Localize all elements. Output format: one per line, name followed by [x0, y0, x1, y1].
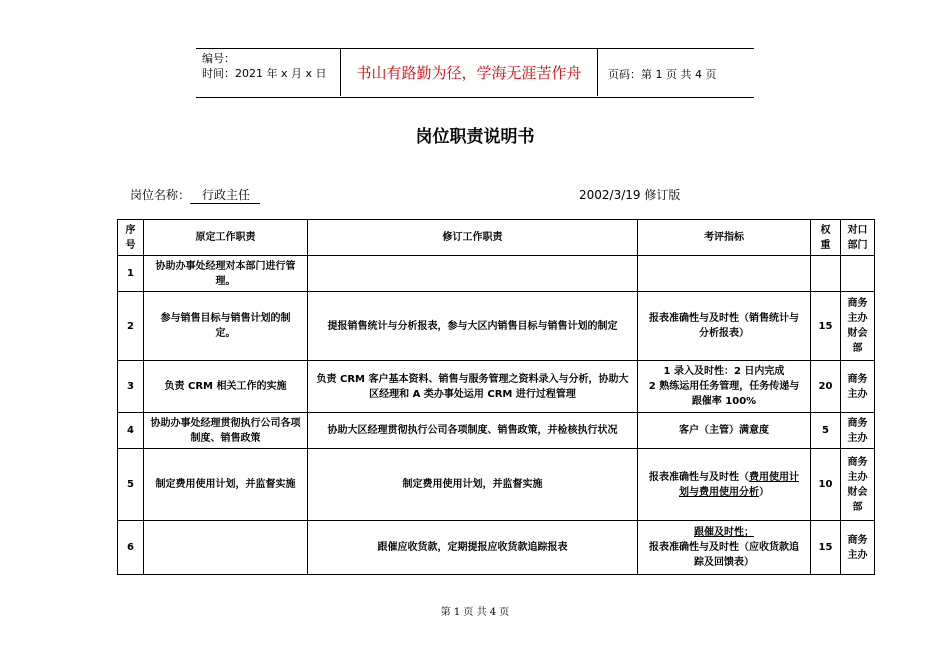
- row-dept: 商务主办财会部: [841, 449, 875, 521]
- row-kpi: 报表准确性与及时性（销售统计与分析报表）: [638, 292, 811, 361]
- header-revised: 修订工作职责: [308, 220, 638, 256]
- row-kpi: [638, 449, 811, 521]
- table-row: [118, 413, 875, 449]
- header-dept: 对口部门: [841, 220, 875, 256]
- motto: 书山有路勤为径，学海无涯苦作舟: [340, 48, 598, 96]
- document-title: 岗位职责说明书: [415, 127, 535, 147]
- row-kpi: [638, 256, 811, 292]
- page-footer: 第 1 页 共 4 页: [440, 607, 510, 618]
- kpi-line: 报表准确性与及时性（应收货款追踪及回馈表）: [649, 542, 799, 568]
- row-seq: 6: [118, 521, 144, 575]
- row-original: 协助办事处经理对本部门进行管理。: [144, 256, 308, 292]
- row-seq: 1: [118, 256, 144, 292]
- header-seq: 序号: [118, 220, 144, 256]
- row-original: [144, 521, 308, 575]
- kpi-line: 2 熟练运用任务管理，任务传递与跟催率 100%: [648, 381, 800, 407]
- row-dept: 商务主办: [841, 361, 875, 413]
- row-original: 协助办事处经理贯彻执行公司各项制度、销售政策: [144, 413, 308, 449]
- row-weight: [811, 256, 841, 292]
- row-seq: 2: [118, 292, 144, 361]
- kpi-suffix: ）: [759, 486, 769, 498]
- document-header: [196, 48, 754, 98]
- post-name-row: [130, 186, 260, 204]
- row-weight: 10: [811, 449, 841, 521]
- row-revised: 提报销售统计与分析报表，参与大区内销售目标与销售计划的制定: [308, 292, 638, 361]
- row-dept: [841, 256, 875, 292]
- row-revised: 跟催应收货款，定期提报应收货款追踪报表: [308, 521, 638, 575]
- row-weight: 15: [811, 521, 841, 575]
- table-row: [118, 256, 875, 292]
- kpi-line: 1 录入及时性：2 日内完成: [663, 366, 785, 377]
- row-kpi: 客户（主管）满意度: [638, 413, 811, 449]
- header-weight: 权重: [811, 220, 841, 256]
- post-name-label: 岗位名称：: [130, 188, 191, 202]
- table-header-row: [118, 220, 875, 256]
- row-weight: 20: [811, 361, 841, 413]
- number-label: 编号：: [202, 52, 235, 65]
- version-label: 2002/3/19 修订版: [579, 188, 681, 202]
- post-name-value: 行政主任: [190, 186, 260, 204]
- row-seq: 3: [118, 361, 144, 413]
- table-row: [118, 361, 875, 413]
- header-original: 原定工作职责: [144, 220, 308, 256]
- table-row: [118, 449, 875, 521]
- row-dept: 商务主办财会部: [841, 292, 875, 361]
- row-original: 制定费用使用计划，并监督实施: [144, 449, 308, 521]
- row-original: 负责 CRM 相关工作的实施: [144, 361, 308, 413]
- header-kpi: 考评指标: [638, 220, 811, 256]
- row-dept: 商务主办: [841, 521, 875, 575]
- row-revised: 协助大区经理贯彻执行公司各项制度、销售政策，并检核执行状况: [308, 413, 638, 449]
- row-kpi: [638, 361, 811, 413]
- row-revised: [308, 256, 638, 292]
- kpi-line: 跟催及时性；: [694, 527, 754, 538]
- kpi-prefix: 报表准确性与及时性（: [649, 471, 749, 483]
- kpi-underlined: 费用使用计划与费用使用分析: [679, 471, 799, 498]
- table-row: [118, 521, 875, 575]
- row-original: 参与销售目标与销售计划的制定。: [144, 292, 308, 361]
- header-meta: [202, 51, 327, 81]
- row-weight: 15: [811, 292, 841, 361]
- time-label: 时间：2021 年 x 月 x 日: [202, 67, 327, 80]
- row-revised: 负责 CRM 客户基本资料、销售与服务管理之资料录入与分析，协助大区经理和 A 类办事处运用 CRM 进行过程管理: [308, 361, 638, 413]
- row-dept: 商务主办: [841, 413, 875, 449]
- duties-table: [117, 219, 875, 575]
- header-page-label: 页码：第 1 页 共 4 页: [608, 68, 717, 81]
- row-seq: 5: [118, 449, 144, 521]
- table-row: [118, 292, 875, 361]
- row-seq: 4: [118, 413, 144, 449]
- row-weight: 5: [811, 413, 841, 449]
- row-kpi: [638, 521, 811, 575]
- row-revised: 制定费用使用计划，并监督实施: [308, 449, 638, 521]
